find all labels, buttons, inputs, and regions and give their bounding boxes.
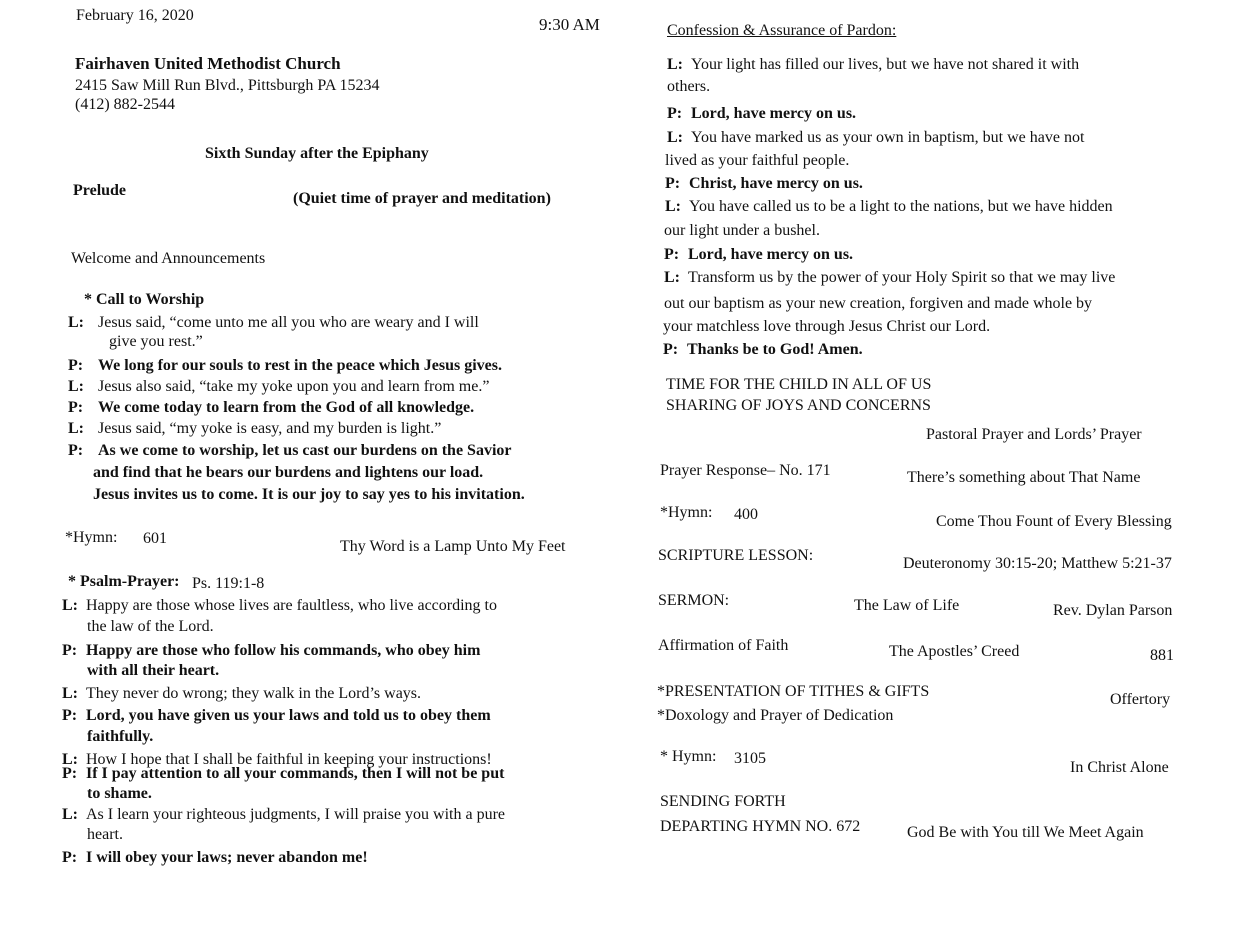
- litany-continuation: give you rest.”: [109, 333, 203, 350]
- confession-text: Thanks be to God! Amen.: [687, 341, 863, 358]
- confession-text: Transform us by the power of your Holy Spirit so that we may live: [688, 269, 1116, 286]
- psalm-text: If I pay attention to all your commands, then I will not be put: [86, 765, 505, 782]
- hymn-400-title: Come Thou Fount of Every Blessing: [936, 513, 1172, 530]
- confession-text: Lord, have mercy on us.: [688, 246, 854, 263]
- hymn-601-number: 601: [143, 530, 167, 547]
- litany-continuation: Jesus invites us to come. It is our joy to say yes to his invitation.: [93, 486, 525, 503]
- hymn-3105-title: In Christ Alone: [1070, 759, 1169, 776]
- speaker: L:: [667, 129, 683, 146]
- hymn-601-label: *Hymn:: [65, 529, 118, 546]
- confession-continuation: out our baptism as your new creation, forgiven and made whole by: [664, 295, 1093, 312]
- psalm-prayer-title: * Psalm-Prayer:: [68, 573, 180, 590]
- psalm-text: How I hope that I shall be faithful in keeping your instructions!: [86, 751, 492, 768]
- speaker: P:: [665, 175, 681, 192]
- confession-continuation: your matchless love through Jesus Christ our Lord.: [663, 318, 991, 335]
- psalm-line: [62, 707, 491, 725]
- departing-hymn-title: God Be with You till We Meet Again: [907, 824, 1144, 841]
- confession-continuation: our light under a bushel.: [664, 222, 820, 239]
- psalm-continuation: to shame.: [87, 785, 152, 802]
- prayer-response-title: There’s something about That Name: [907, 469, 1141, 486]
- sending-forth: SENDING FORTH: [660, 793, 786, 810]
- psalm-continuation: faithfully.: [87, 728, 154, 745]
- confession-text: Lord, have mercy on us.: [691, 105, 857, 122]
- prelude-label: Prelude: [73, 182, 127, 199]
- litany-text: Jesus also said, “take my yoke upon you and learn from me.”: [98, 378, 490, 395]
- confession-line: [667, 105, 856, 123]
- sunday-title: Sixth Sunday after the Epiphany: [205, 145, 429, 162]
- speaker: L:: [62, 751, 78, 768]
- confession-line: [667, 56, 1079, 74]
- psalm-continuation: heart.: [87, 826, 123, 843]
- speaker: L:: [664, 269, 680, 286]
- speaker: L:: [68, 420, 84, 437]
- call-to-worship-title: * Call to Worship: [84, 291, 205, 308]
- speaker: P:: [62, 849, 78, 866]
- litany-text: As we come to worship, let us cast our burdens on the Savior: [98, 442, 512, 459]
- speaker: L:: [667, 56, 683, 73]
- confession-line: [665, 175, 863, 193]
- tithes-gifts: *PRESENTATION OF TITHES & GIFTS: [657, 683, 930, 700]
- hymn-400-label: *Hymn:: [660, 504, 713, 521]
- litany-line: [68, 357, 502, 375]
- litany-line: [68, 314, 479, 332]
- speaker: P:: [62, 707, 78, 724]
- affirmation-number: 881: [1150, 647, 1174, 664]
- litany-line: [68, 420, 441, 438]
- psalm-line: [62, 765, 504, 783]
- psalm-prayer-ref: Ps. 119:1-8: [192, 575, 265, 592]
- hymn-3105-label: * Hymn:: [660, 748, 717, 765]
- speaker: P:: [68, 357, 84, 374]
- litany-text: Jesus said, “my yoke is easy, and my burden is light.”: [98, 420, 442, 437]
- hymn-400-number: 400: [734, 506, 758, 523]
- psalm-line: [62, 642, 480, 660]
- confession-continuation: lived as your faithful people.: [665, 152, 850, 169]
- confession-line: [664, 246, 853, 264]
- confession-text: You have called us to be a light to the nations, but we have hidden: [689, 198, 1113, 215]
- speaker: L:: [62, 597, 78, 614]
- litany-line: [68, 399, 474, 417]
- litany-line: [68, 442, 511, 460]
- church-name: Fairhaven United Methodist Church: [75, 54, 341, 73]
- confession-title: Confession & Assurance of Pardon:: [667, 22, 897, 39]
- confession-line: [665, 198, 1113, 216]
- psalm-text: I will obey your laws; never abandon me!: [86, 849, 368, 866]
- psalm-continuation: the law of the Lord.: [87, 618, 214, 635]
- speaker: L:: [68, 378, 84, 395]
- sermon-preacher: Rev. Dylan Parson: [1053, 602, 1173, 619]
- departing-hymn-label: DEPARTING HYMN NO. 672: [660, 818, 861, 835]
- speaker: L:: [68, 314, 84, 331]
- doxology: *Doxology and Prayer of Dedication: [657, 707, 894, 724]
- speaker: P:: [62, 642, 78, 659]
- church-phone: (412) 882-2544: [75, 96, 175, 113]
- psalm-line: [62, 597, 497, 615]
- sermon-title: The Law of Life: [854, 597, 960, 614]
- psalm-text: Happy are those whose lives are faultless, who live according to: [86, 597, 497, 614]
- psalm-line: [62, 685, 421, 703]
- hymn-601-title: Thy Word is a Lamp Unto My Feet: [340, 538, 566, 555]
- pastoral-prayer: Pastoral Prayer and Lords’ Prayer: [926, 426, 1142, 443]
- affirmation-label: Affirmation of Faith: [658, 637, 789, 654]
- speaker: P:: [667, 105, 683, 122]
- service-date: February 16, 2020: [76, 7, 194, 24]
- confession-line: [664, 269, 1115, 287]
- speaker: P:: [62, 765, 78, 782]
- offertory: Offertory: [1110, 691, 1171, 708]
- psalm-text: Happy are those who follow his commands, who obey him: [86, 642, 481, 659]
- speaker: L:: [62, 806, 78, 823]
- litany-continuation: and find that he bears our burdens and lightens our load.: [93, 464, 484, 481]
- church-address: 2415 Saw Mill Run Blvd., Pittsburgh PA 15234: [75, 77, 380, 94]
- speaker: P:: [68, 442, 84, 459]
- affirmation-title: The Apostles’ Creed: [889, 643, 1020, 660]
- hymn-3105-number: 3105: [734, 750, 766, 767]
- prelude-note: (Quiet time of prayer and meditation): [293, 190, 551, 207]
- scripture-refs: Deuteronomy 30:15-20; Matthew 5:21-37: [903, 555, 1172, 572]
- confession-text: Your light has filled our lives, but we have not shared it with: [691, 56, 1080, 73]
- speaker: P:: [663, 341, 679, 358]
- confession-text: You have marked us as your own in baptism, but we have not: [691, 129, 1085, 146]
- psalm-line: [62, 806, 505, 824]
- confession-text: Christ, have mercy on us.: [689, 175, 863, 192]
- sermon-label: SERMON:: [658, 592, 730, 609]
- service-time: 9:30 AM: [539, 15, 600, 34]
- confession-line: [663, 341, 863, 359]
- speaker: L:: [62, 685, 78, 702]
- scripture-label: SCRIPTURE LESSON:: [658, 547, 814, 564]
- psalm-text: They never do wrong; they walk in the Lord’s ways.: [86, 685, 422, 702]
- speaker: P:: [68, 399, 84, 416]
- litany-text: Jesus said, “come unto me all you who are weary and I will: [98, 314, 479, 331]
- speaker: L:: [665, 198, 681, 215]
- psalm-text: As I learn your righteous judgments, I will praise you with a pure: [86, 806, 506, 823]
- prayer-response-label: Prayer Response– No. 171: [660, 462, 831, 479]
- litany-text: We come today to learn from the God of all knowledge.: [98, 399, 475, 416]
- litany-text: We long for our souls to rest in the peace which Jesus gives.: [98, 357, 503, 374]
- child-time: TIME FOR THE CHILD IN ALL OF US: [666, 376, 932, 393]
- litany-line: [68, 378, 489, 396]
- psalm-continuation: with all their heart.: [87, 662, 220, 679]
- sharing-joys: SHARING OF JOYS AND CONCERNS: [666, 397, 931, 414]
- speaker: P:: [664, 246, 680, 263]
- psalm-line: [62, 849, 368, 867]
- psalm-text: Lord, you have given us your laws and told us to obey them: [86, 707, 491, 724]
- confession-continuation: others.: [667, 78, 711, 95]
- confession-line: [667, 129, 1084, 147]
- welcome-announcements: Welcome and Announcements: [71, 250, 266, 267]
